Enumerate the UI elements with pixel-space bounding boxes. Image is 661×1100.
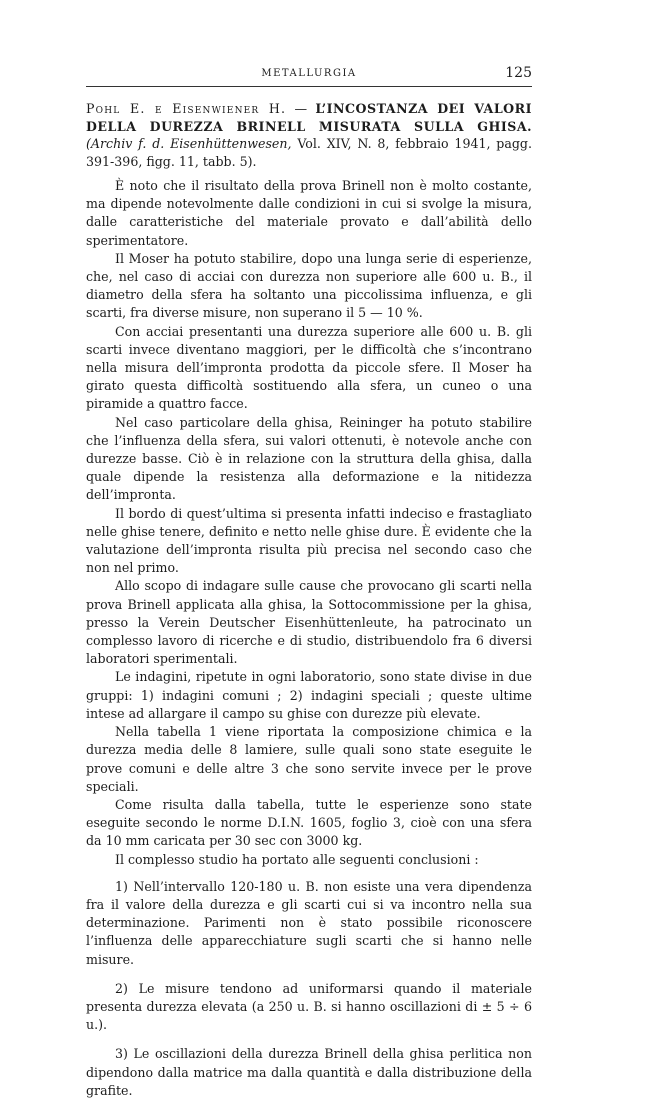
conclusion-item: 3) Le oscillazioni della durezza Brinell della ghisa perlitica non dipendono dalla matrice ma dalla quantità e dalla distribuzione della grafite.	[86, 1046, 532, 1098]
citation-details: Vol. XIV, N. 8, febbraio 1941, pagg. 391-396, figg. 11, tabb. 5).	[86, 136, 532, 169]
body-paragraph: È noto che il risultato della prova Brinell non è molto costante, ma dipende notevolmente dalle condizioni in cui si svolge la misura, dalle caratteristiche del materiale provato e dall’abilità dello sperimentatore.	[86, 178, 532, 248]
running-header	[86, 66, 532, 82]
body-paragraph: Nella tabella 1 viene riportata la composizione chimica e la durezza media delle 8 lamiere, sulle quali sono state eseguite le prove comuni e delle altre 3 che sono servite invece per le prove speciali.	[86, 724, 532, 794]
page-number: 125	[505, 65, 532, 81]
article-body	[86, 177, 532, 1100]
body-paragraph: Nel caso particolare della ghisa, Reininger ha potuto stabilire che l’influenza della sfera, sui valori ottenuti, è notevole anche con durezze basse. Ciò è in relazione con la struttura della ghisa, dalla quale dipende la resistenza alla deformazione e la nitidezza dell’impronta.	[86, 414, 532, 503]
citation-authors: Pohl E. e Eisenwiener H.	[86, 101, 287, 116]
body-paragraph: Allo scopo di indagare sulle cause che provocano gli scarti nella prova Brinell applicata alla ghisa, la Sottocommissione per la ghisa, presso la Verein Deutscher Eisenhüttenleute, ha patrocinato un complesso lavoro di ricerche e di studio, distribuendolo fra 6 diversi laboratori sperimentali.	[86, 578, 532, 667]
body-paragraph: Il complesso studio ha portato alle seguenti conclusioni :	[115, 851, 479, 867]
running-title: METALLURGIA	[261, 68, 357, 79]
body-paragraph: Come risulta dalla tabella, tutte le esperienze sono state eseguite secondo le norme D.I.N. 1605, foglio 3, cioè con una sfera da 10 mm caricata per 30 sec con 3000 kg.	[86, 796, 532, 849]
body-paragraph: Il bordo di quest’ultima si presenta infatti indeciso e frastagliato nelle ghise tenere, definito e netto nelle ghise dure. È evidente che la valutazione dell’impronta risulta più precisa nel secondo caso che non nel primo.	[86, 505, 532, 576]
body-paragraph: Le indagini, ripetute in ogni laboratorio, sono state divise in due gruppi: 1) indagini comuni ; 2) indagini speciali ; queste ultime intese ad allargare il campo su ghise con durezze più elevate.	[86, 669, 532, 721]
article-citation	[86, 100, 532, 170]
citation-dash: —	[286, 101, 316, 116]
citation-source: (Archiv f. d. Eisenhüttenwesen,	[86, 136, 292, 151]
header-rule	[86, 86, 532, 87]
body-paragraph: Il Moser ha potuto stabilire, dopo una lunga serie di esperienze, che, nel caso di acciai con durezza non superiore alle 600 u. B., il diametro della sfera ha soltanto una piccolissima influenza, e gli scarti, fra diverse misure, non superano il 5 — 10 %.	[86, 250, 532, 321]
body-paragraph: Con acciai presentanti una durezza superiore alle 600 u. B. gli scarti invece diventano maggiori, per le difficoltà che s’incontrano nella misura dell’impronta prodotta da piccole sfere. Il Moser ha girato questa difficoltà sostituendo alla sfera, un cuneo o una piramide a quattro facce.	[86, 323, 532, 412]
conclusion-item: 1) Nell’intervallo 120-180 u. B. non esiste una vera dipendenza fra il valore della durezza e gli scarti cui si va incontro nella sua determinazione. Parimenti non è stato possibile riconoscere l’influenza delle apparecchiature sugli scarti che si hanno nelle misure.	[86, 878, 532, 967]
citation-title: L’INCOSTANZA DEI VALORI DELLA DUREZZA BRINELL MISURATA SULLA GHISA.	[86, 101, 532, 134]
conclusion-item: 2) Le misure tendono ad uniformarsi quando il materiale presenta durezza elevata (a 250 u. B. si hanno oscillazioni di ± 5 ÷ 6 u.).	[86, 980, 532, 1033]
